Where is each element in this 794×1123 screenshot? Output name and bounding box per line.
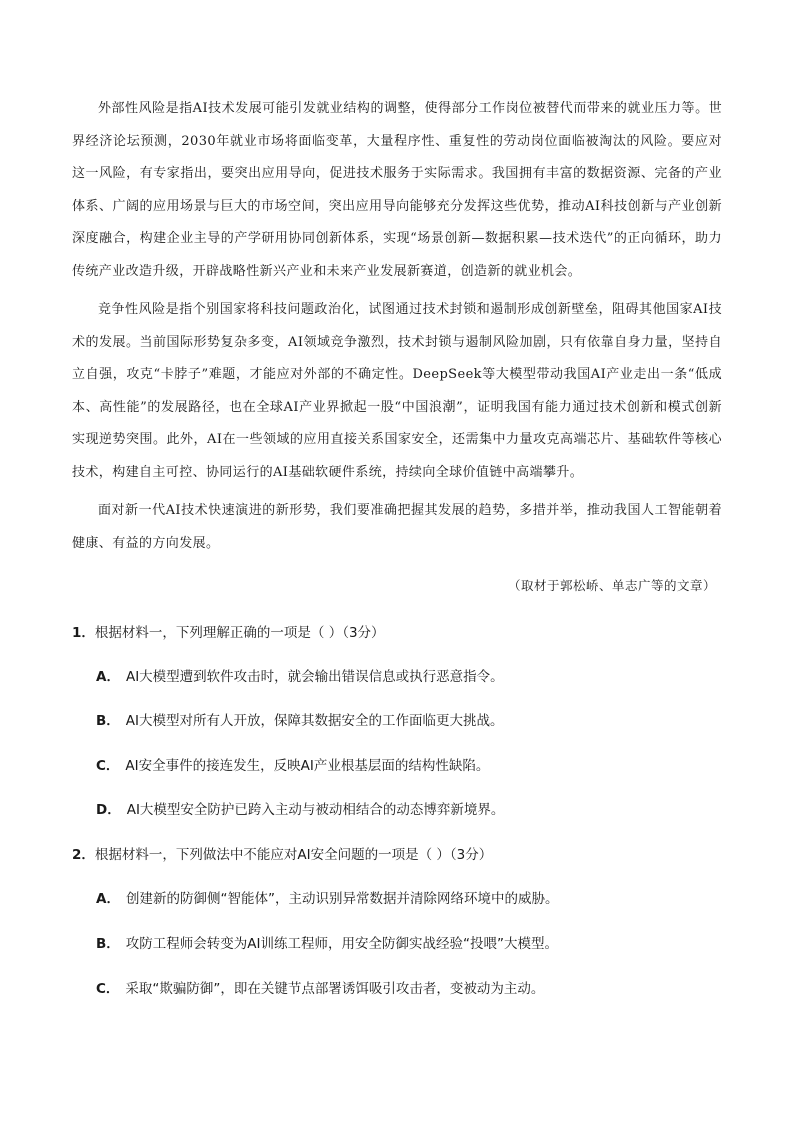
question-1-option-b: [96, 711, 726, 731]
option-letter: C．: [96, 758, 120, 774]
option-text: AI大模型安全防护已跨入主动与被动相结合的动态博弈新境界。: [126, 802, 505, 818]
option-letter: A．: [96, 669, 120, 685]
question-2-option-c: [96, 979, 726, 999]
question-stem: 根据材料一，下列理解正确的一项是（ ）（3分）: [94, 625, 385, 641]
question-2-option-a: [96, 889, 726, 909]
question-2: [72, 845, 722, 865]
passage-paragraph-1: 外部性风险是指AI技术发展可能引发就业结构的调整，使得部分工作岗位被替代而带来的就业压力等。世界经济论坛预测，2030年就业市场将面临变革，大量程序性、重复性的劳动岗位面临被淘汰的风险。要应对这一风险，有专家指出，要突出应用导向，促进技术服务于实际需求。我国拥有丰富的数据资源、完备的产业体系、广阔的应用场景与巨大的市场空间，突出应用导向能够充分发挥这些优势，推动AI科技创新与产业创新深度融合，构建企业主导的产学研用协同创新体系，实现“场景创新—数据积累—技术迭代”的正向循环，助力传统产业改造升级，开辟战略性新兴产业和未来产业发展新赛道，创造新的就业机会。: [72, 101, 722, 279]
option-letter: D．: [96, 802, 121, 818]
passage-paragraph-3: 面对新一代AI技术快速演进的新形势，我们要准确把握其发展的趋势，多措并举，推动我国人工智能朝着健康、有益的方向发展。: [72, 503, 722, 551]
option-text: 采取“欺骗防御”，即在关键节点部署诱饵吸引攻击者，变被动为主动。: [125, 981, 545, 997]
question-1-option-a: [96, 667, 726, 687]
option-letter: C．: [96, 981, 120, 997]
option-text: 攻防工程师会转变为AI训练工程师，用安全防御实战经验“投喂”大模型。: [125, 936, 559, 952]
question-1-option-d: [96, 800, 726, 820]
option-letter: A．: [96, 891, 120, 907]
passage-paragraph-2: 竞争性风险是指个别国家将科技问题政治化，试图通过技术封锁和遏制形成创新壁垒，阻碍其他国家AI技术的发展。当前国际形势复杂多变，AI领域竞争激烈，技术封锁与遏制风险加剧，只有依靠自身力量，坚持自立自强，攻克“卡脖子”难题，才能应对外部的不确定性。DeepSeek等大模型带动我国AI产业走出一条“低成本、高性能”的发展路径，也在全球AI产业界掀起一股“中国浪潮”，证明我国有能力通过技术创新和模式创新实现逆势突围。此外，AI在一些领域的应用直接关系国家安全，还需集中力量攻克高端芯片、基础软件等核心技术，构建自主可控、协同运行的AI基础软硬件系统，持续向全球价值链中高端攀升。: [72, 302, 722, 480]
question-2-option-b: [96, 934, 726, 954]
question-1-option-c: [96, 756, 726, 776]
option-text: AI大模型对所有人开放，保障其数据安全的工作面临更大挑战。: [125, 713, 504, 729]
question-1: [72, 623, 722, 643]
passage-source: （取材于郭松峤、单志广等的文章）: [507, 578, 716, 593]
option-text: AI大模型遭到软件攻击时，就会输出错误信息或执行恶意指令。: [125, 669, 504, 685]
option-text: 创建新的防御侧“智能体”，主动识别异常数据并清除网络环境中的威胁。: [125, 891, 559, 907]
option-letter: B．: [96, 936, 120, 952]
question-number: 2．: [72, 847, 95, 863]
option-text: AI安全事件的接连发生，反映AI产业根基层面的结构性缺陷。: [125, 758, 490, 774]
question-number: 1．: [72, 625, 95, 641]
question-stem: 根据材料一，下列做法中不能应对AI安全问题的一项是（ ）（3分）: [94, 847, 493, 863]
option-letter: B．: [96, 713, 120, 729]
